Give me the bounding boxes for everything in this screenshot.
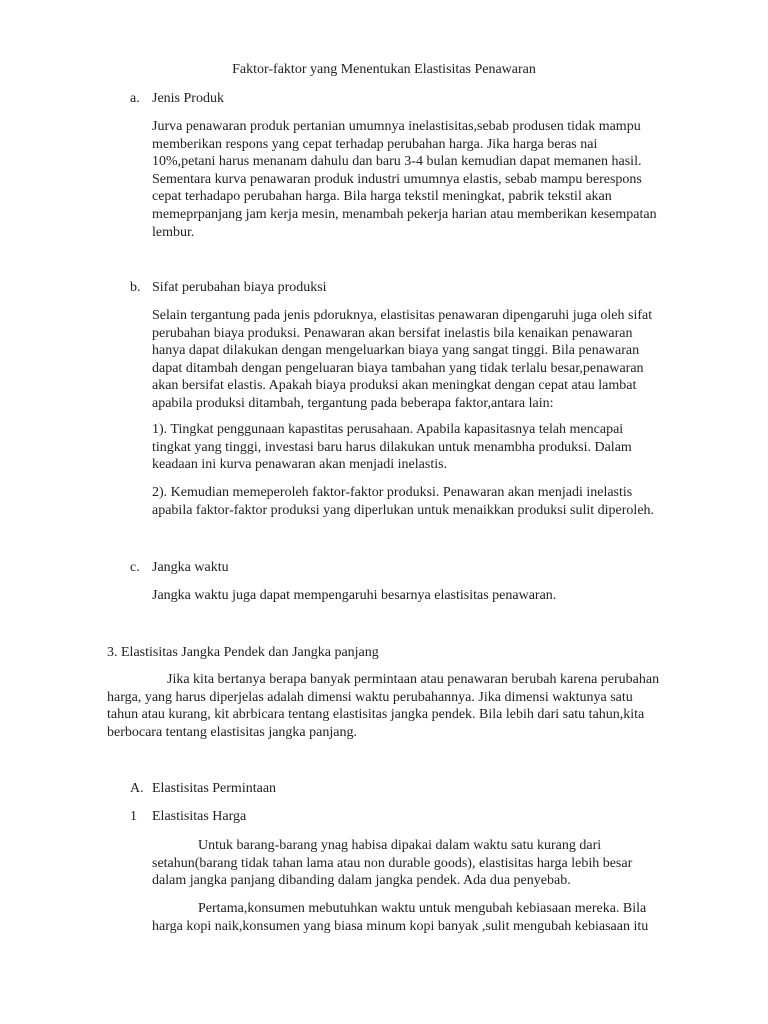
text-line: lembur. — [152, 224, 195, 240]
text-line: dalam jangka panjang dibanding dalam jangka pendek. Ada dua penyebab. — [152, 873, 571, 889]
text-line: Jika kita bertanya berapa banyak permintaan atau penawaran berubah karena perubahan — [167, 672, 660, 687]
text-line: memeprpanjang jam kerja mesin, menambah pekerja harian atau memberikan kesempatan — [152, 206, 657, 222]
page-title: Faktor-faktor yang Menentukan Elastisitas Penawaran — [232, 62, 536, 77]
paragraph — [152, 484, 654, 519]
list-marker: b. — [130, 280, 141, 295]
paragraph — [152, 587, 556, 605]
section-heading: 3. Elastisitas Jangka Pendek dan Jangka panjang — [107, 645, 379, 660]
text-line: harga kopi naik,konsumen yang biasa minum kopi banyak ,sulit mengubah kebiasaan itu — [152, 918, 649, 934]
section-heading: Sifat perubahan biaya produksi — [152, 280, 327, 295]
text-line: 10%,petani harus menanam dahulu dan baru 3-4 bulan kemudian dapat memanen hasil. — [152, 154, 642, 170]
text-line: dapat ditambah dengan pengeluaran biaya tambahan yang tidak terlalu besar,penawaran — [152, 360, 644, 376]
text-line: harga, yang harus diperjelas adalah dimensi waktu perubahannya. Jika dimensi waktunya satu — [107, 689, 633, 705]
text-line: Selain tergantung pada jenis pdoruknya, elastisitas penawaran dipengaruhi juga oleh sifat — [152, 308, 653, 323]
paragraph — [152, 900, 648, 935]
list-marker: A. — [130, 781, 144, 796]
text-line: cepat terhadapo perubahan harga. Bila harga tekstil meningkat, pabrik tekstil akan — [152, 189, 612, 205]
section-heading: Elastisitas Harga — [152, 809, 247, 824]
paragraph — [152, 837, 632, 890]
text-line: tingkat yang tinggi, investasi baru harus dilakukan untuk menambha produksi. Dalam — [152, 439, 632, 455]
paragraph — [152, 421, 632, 474]
text-line: memberikan respons yang cepat terhadap perubahan harga. Jika harga beras nai — [152, 136, 598, 152]
list-marker: a. — [130, 91, 140, 106]
list-marker: c. — [130, 560, 140, 575]
text-line: Sementara kurva penawaran produk industri umumnya elastis, sebab mampu berespons — [152, 171, 642, 187]
text-line: Jurva penawaran produk pertanian umumnya inelastisitas,sebab produsen tidak mampu — [152, 119, 641, 134]
text-line: setahun(barang tidak tahan lama atau non durable goods), elastisitas harga lebih besar — [152, 855, 633, 871]
section-heading: Jangka waktu — [152, 560, 229, 575]
section-heading: Jenis Produk — [152, 91, 224, 106]
text-line: Jangka waktu juga dapat mempengaruhi besarnya elastisitas penawaran. — [152, 588, 557, 603]
text-line: apabila faktor-faktor produksi yang diperlukan untuk menaikkan produksi sulit diperoleh. — [152, 502, 655, 518]
text-line: 2). Kemudian memeperoleh faktor-faktor produksi. Penawaran akan menjadi inelastis — [152, 485, 633, 500]
text-line: Pertama,konsumen mebutuhkan waktu untuk mengubah kebiasaan mereka. Bila — [198, 901, 647, 916]
paragraph — [107, 671, 659, 741]
text-line: Untuk barang-barang ynag habisa dipakai dalam waktu satu kurang dari — [198, 838, 602, 853]
text-line: tahun atau kurang, kit abrbicara tentang elastisitas jangka pendek. Bila lebih dari satu tahun,kita — [107, 707, 645, 723]
text-line: hanya dapat dilakukan dengan mengeluarkan biaya yang sangat tinggi. Bila penawaran — [152, 343, 640, 359]
paragraph — [152, 307, 652, 413]
paragraph — [152, 118, 657, 241]
text-line: keadaan ini kurva penawaran akan menjadi inelastis. — [152, 457, 448, 473]
section-heading: Elastisitas Permintaan — [152, 781, 277, 796]
list-marker: 1 — [130, 809, 137, 824]
text-line: berbocara tentang elastisitas jangka panjang. — [107, 724, 357, 740]
text-line: akan bersifat elastis. Apakah biaya produksi akan meningkat dengan cepat atau lambat — [152, 378, 637, 394]
text-line: 1). Tingkat penggunaan kapastitas perusahaan. Apabila kapasitasnya telah mencapai — [152, 422, 624, 437]
text-line: perubahan biaya produksi. Penawaran akan bersifat inelastis bila kenaikan penawaran — [152, 325, 633, 341]
text-line: apabila produksi ditambah, tergantung pada beberapa faktor,antara lain: — [152, 395, 554, 411]
